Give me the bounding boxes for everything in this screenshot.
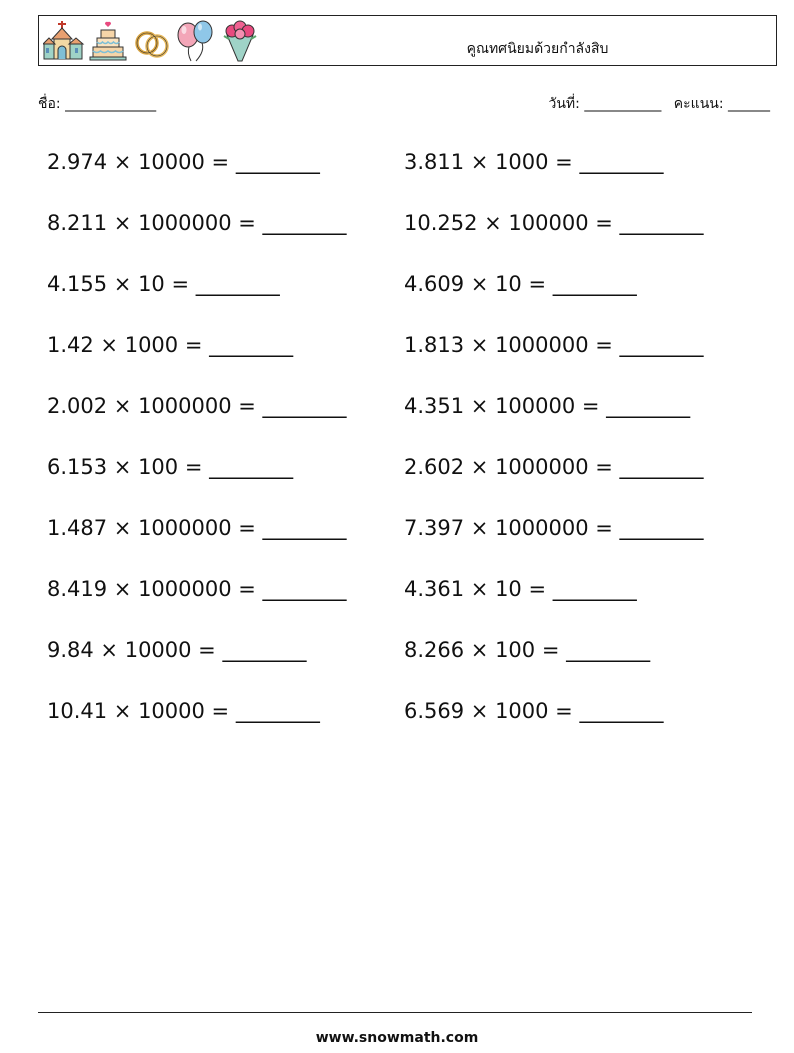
problem-right-2: 10.252 × 100000 = ________ — [404, 211, 704, 235]
problem-left-3: 4.155 × 10 = ________ — [47, 272, 280, 296]
problem-left-5: 2.002 × 1000000 = ________ — [47, 394, 347, 418]
problem-right-6: 2.602 × 1000000 = ________ — [404, 455, 704, 479]
problem-left-10: 10.41 × 10000 = ________ — [47, 699, 320, 723]
worksheet-title: คูณทศนิยมด้วยกำลังสิบ — [466, 41, 609, 57]
problem-left-1: 2.974 × 10000 = ________ — [47, 150, 320, 174]
footer-divider — [38, 1012, 752, 1013]
date-field: วันที่: ___________ — [548, 96, 662, 112]
problem-left-6: 6.153 × 100 = ________ — [47, 455, 294, 479]
problem-left-8: 8.419 × 1000000 = ________ — [47, 577, 347, 601]
problem-right-5: 4.351 × 100000 = ________ — [404, 394, 691, 418]
name-field: ชื่อ: _____________ — [38, 96, 157, 112]
problem-left-4: 1.42 × 1000 = ________ — [47, 333, 294, 357]
problem-right-8: 4.361 × 10 = ________ — [404, 577, 637, 601]
worksheet-header — [38, 15, 777, 66]
problem-right-10: 6.569 × 1000 = ________ — [404, 699, 664, 723]
problem-left-2: 8.211 × 1000000 = ________ — [47, 211, 347, 235]
problem-left-7: 1.487 × 1000000 = ________ — [47, 516, 347, 540]
problem-right-4: 1.813 × 1000000 = ________ — [404, 333, 704, 357]
problem-right-7: 7.397 × 1000000 = ________ — [404, 516, 704, 540]
footer-url[interactable]: www.snowmath.com — [315, 1030, 479, 1046]
score-field: คะแนน: ______ — [673, 96, 770, 112]
problem-right-9: 8.266 × 100 = ________ — [404, 638, 651, 662]
problem-right-3: 4.609 × 10 = ________ — [404, 272, 637, 296]
problem-left-9: 9.84 × 10000 = ________ — [47, 638, 307, 662]
date-score-fields — [549, 93, 771, 115]
problem-right-1: 3.811 × 1000 = ________ — [404, 150, 664, 174]
